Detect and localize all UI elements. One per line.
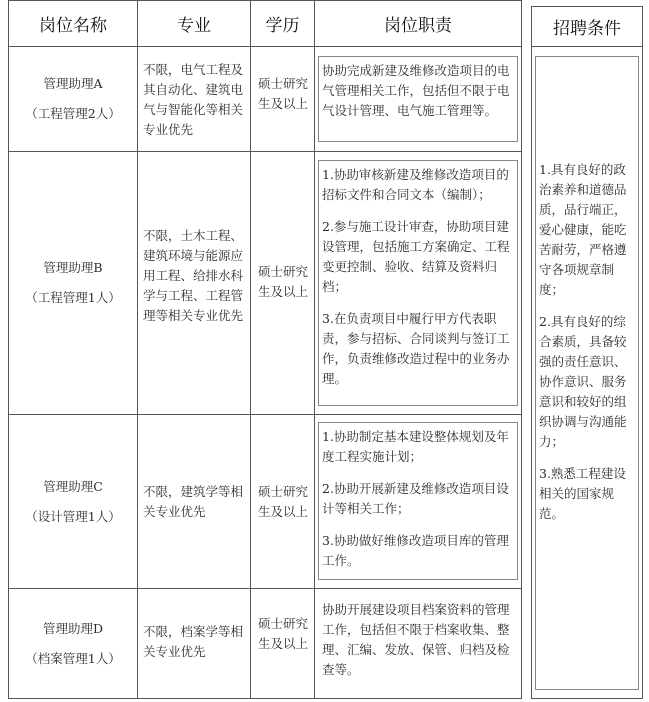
duty-item: 1.协助审核新建及维修改造项目的招标文件和合同文本（编制）；	[322, 167, 509, 202]
row-b-position	[14, 152, 132, 414]
requirements-text	[539, 160, 635, 524]
row-d-education: 硕士研究生及以上	[257, 616, 308, 651]
col-divider-2	[250, 0, 251, 699]
requirement-item: 1.具有良好的政治素养和道德品质，品行端正，爱心健康，能吃苦耐劳，严格遵守各项规章制度；	[539, 162, 627, 297]
header-education: 学历	[265, 16, 300, 36]
duty-item: 3.在负责项目中履行甲方代表职责，参与招标、合同谈判与签订工作，负责维修改造过程中的业务办理。	[322, 311, 510, 386]
col-left-border	[8, 0, 9, 699]
role-dept: （工程管理2人）	[25, 106, 121, 121]
row-c-major: 不限，建筑学等相关专业优先	[143, 484, 244, 519]
duty-item: 1.协助制定基本建设整体规划及年度工程实施计划；	[322, 429, 509, 464]
row-b-duties	[322, 165, 514, 389]
requirement-item: 3.熟悉工程建设相关的国家规范。	[539, 466, 626, 521]
duty-item: 协助开展建设项目档案资料的管理工作，包括但不限于档案收集、整理、汇编、发放、保管、归档及检查等。	[322, 602, 510, 677]
role-dept: （档案管理1人）	[25, 650, 121, 666]
req-bottom-border	[531, 698, 643, 699]
role-dept: （设计管理1人）	[25, 508, 121, 524]
row-c-position	[14, 415, 132, 588]
requirement-item: 2.具有良好的综合素质，具备较强的责任意识、协作意识、服务意识和较好的组织协调与沟通能力；	[539, 314, 627, 449]
row-d-major: 不限，档案学等相关专业优先	[143, 624, 244, 659]
row-a-position	[14, 47, 132, 151]
row-b-major: 不限，土木工程、建筑环境与能源应用工程、给排水科学与工程、工程管理等相关专业优先	[143, 228, 244, 323]
row-c-education: 硕士研究生及以上	[257, 484, 308, 519]
role-name: 管理助理D	[42, 620, 104, 636]
header-requirements: 招聘条件	[553, 19, 621, 39]
role-name: 管理助理B	[43, 260, 103, 275]
req-left-border	[531, 6, 532, 699]
col-right-border	[521, 0, 522, 699]
col-divider-1	[137, 0, 138, 699]
header-major: 专业	[177, 16, 211, 36]
row-d-duties	[322, 600, 514, 680]
duty-item: 3.协助做好维修改造项目库的管理工作。	[322, 533, 509, 568]
duty-item: 2.参与施工设计审查，协助项目建设管理，包括施工方案确定、工程变更控制、验收、结算及资料归档；	[322, 219, 510, 294]
row-b-education: 硕士研究生及以上	[257, 264, 308, 299]
role-dept: （工程管理1人）	[25, 290, 121, 305]
duty-item: 协助完成新建及维修改造项目的电气管理相关工作，包括但不限于电气设计管理、电气施工管理等。	[322, 63, 510, 118]
col-divider-3	[314, 0, 315, 699]
row-c-duties	[322, 427, 514, 571]
role-name: 管理助理A	[43, 76, 103, 91]
req-right-border	[642, 6, 643, 699]
req-header-bottom-border	[531, 46, 643, 47]
header-position: 岗位名称	[39, 16, 107, 36]
row-a-duties	[322, 61, 514, 121]
role-name: 管理助理C	[43, 478, 103, 494]
row-a-education: 硕士研究生及以上	[257, 76, 308, 111]
row-d-position	[14, 589, 132, 698]
table-bottom-border	[8, 698, 522, 699]
header-duties: 岗位职责	[384, 16, 452, 36]
duty-item: 2.协助开展新建及维修改造项目设计等相关工作；	[322, 481, 509, 516]
row-a-major: 不限，电气工程及其自动化、建筑电气与智能化等相关专业优先	[143, 62, 244, 137]
